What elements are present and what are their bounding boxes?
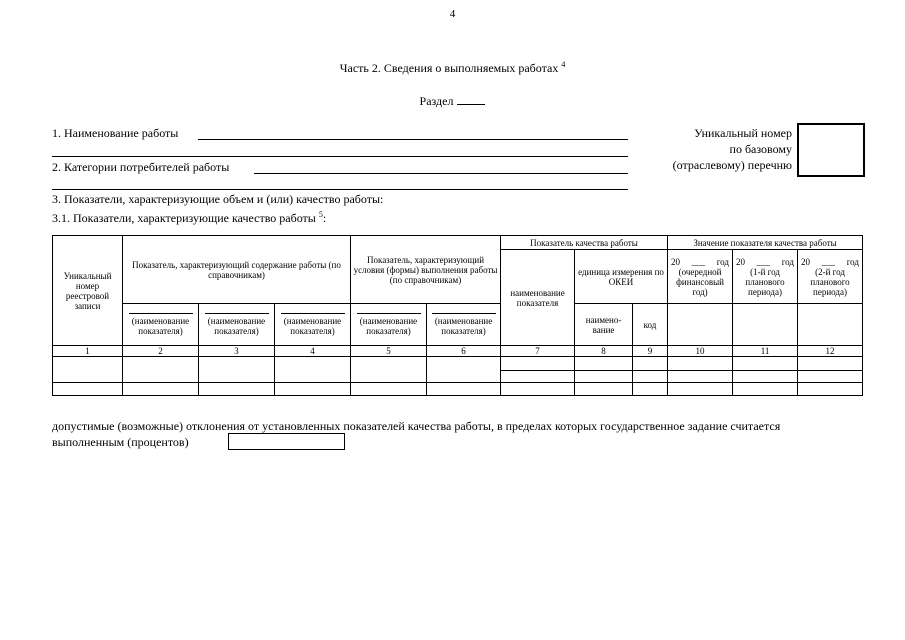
- table-row: [53, 357, 863, 371]
- col-number: 3: [199, 346, 275, 357]
- col-number: 8: [575, 346, 633, 357]
- deviation-text-2: выполненным (процентов): [52, 435, 189, 449]
- razdel-row: [0, 94, 905, 109]
- col-registry-header: Уникальный номер реестровой записи: [53, 236, 123, 346]
- year3-header: 20 ___ год (2-й год планового периода): [798, 250, 863, 304]
- content-subheader-3: (наименование показателя): [275, 304, 351, 346]
- col-quality-header: Показатель качества работы: [501, 236, 668, 250]
- razdel-blank[interactable]: [457, 94, 485, 105]
- work-name-label: 1. Наименование работы: [52, 126, 179, 140]
- col-number: 4: [275, 346, 351, 357]
- percent-input-box[interactable]: [228, 433, 345, 450]
- col-number: 5: [351, 346, 427, 357]
- col-number: 7: [501, 346, 575, 357]
- conditions-subheader-1: (наименование показателя): [351, 304, 427, 346]
- content-subheader-2: (наименование показателя): [199, 304, 275, 346]
- razdel-label: Раздел: [419, 94, 454, 108]
- deviation-text: допустимые (возможные) отклонения от установленных показателей качества работы, в пределах которых государственное задание считается: [52, 419, 781, 433]
- content-subheader-1: (наименование показателя): [123, 304, 199, 346]
- unit-name-header: наимено-вание: [575, 304, 633, 346]
- year3-cell: [798, 304, 863, 346]
- conditions-subheader-2: (наименование показателя): [427, 304, 501, 346]
- indicator-name-header: наименование показателя: [501, 250, 575, 346]
- col-conditions-header: Показатель, характеризующий условия (формы) выполнения работы (по справочникам): [351, 236, 501, 304]
- unique-number-label: Уникальный номер по базовому (отраслевому) перечню: [672, 126, 792, 172]
- year1-cell: [668, 304, 733, 346]
- col-number: 6: [427, 346, 501, 357]
- year2-cell: [733, 304, 798, 346]
- work-name-line-2[interactable]: [52, 156, 628, 157]
- work-name-line[interactable]: [198, 139, 628, 140]
- col-number: 1: [53, 346, 123, 357]
- col-number: 9: [633, 346, 668, 357]
- col-number: 12: [798, 346, 863, 357]
- table-row: [53, 383, 863, 396]
- consumers-line[interactable]: [254, 173, 628, 174]
- section-3-1-title: 3.1. Показатели, характеризующие качество работы $^5$:: [52, 210, 327, 225]
- col-value-header: Значение показателя качества работы: [668, 236, 863, 250]
- consumers-label: 2. Категории потребителей работы: [52, 160, 230, 174]
- unit-okei-header: единица измерения по ОКЕИ: [575, 250, 668, 304]
- page-number: 4: [449, 8, 456, 20]
- col-content-header: Показатель, характеризующий содержание работы (по справочникам): [123, 236, 351, 304]
- section-3-title: 3. Показатели, характеризующие объем и (или) качество работы:: [52, 192, 384, 206]
- year1-header: 20 ___ год (очередной финансовый год): [668, 250, 733, 304]
- footnote-ref: 4: [561, 60, 566, 69]
- unit-code-header: код: [633, 304, 668, 346]
- year2-header: 20 ___ год (1-й год планового периода): [733, 250, 798, 304]
- col-number: 10: [668, 346, 733, 357]
- part-title: Часть 2. Сведения о выполняемых работах $^4$: [339, 60, 566, 75]
- quality-table: [52, 235, 863, 396]
- col-number: 11: [733, 346, 798, 357]
- unique-number-box[interactable]: [797, 123, 865, 177]
- consumers-line-2[interactable]: [52, 189, 628, 190]
- col-number: 2: [123, 346, 199, 357]
